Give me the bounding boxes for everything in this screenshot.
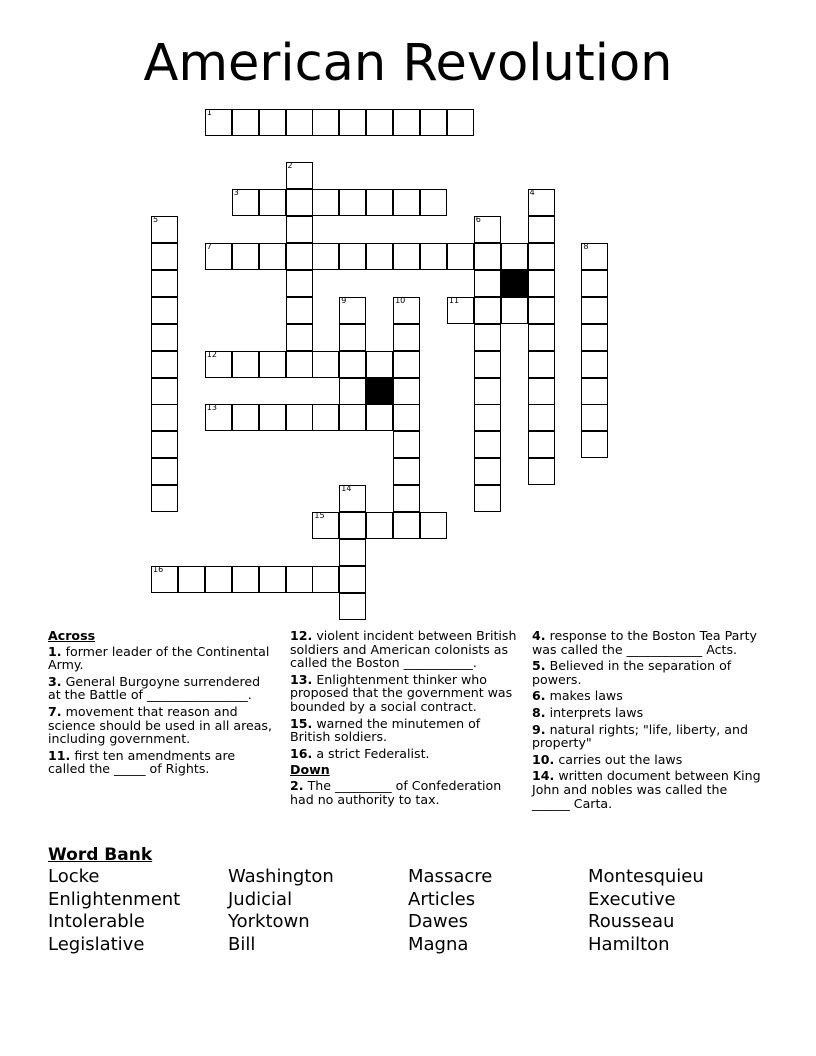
word-bank-item: Intolerable (48, 911, 145, 933)
grid-cell[interactable] (528, 351, 555, 378)
word-bank-title: Word Bank (48, 845, 153, 865)
blocked-cell (366, 378, 393, 405)
clue-text: former leader of the Continental Army. (48, 643, 270, 673)
clue (290, 779, 522, 806)
down-heading: Down (290, 762, 330, 778)
grid-cell[interactable] (581, 351, 608, 378)
grid-cell[interactable] (339, 566, 366, 593)
word-bank-item: Executive (588, 888, 676, 910)
grid-cell[interactable] (474, 431, 501, 458)
grid-cell[interactable] (339, 324, 366, 351)
grid-cell[interactable] (205, 566, 232, 593)
word-bank-item: Judicial (228, 888, 293, 910)
grid-cell[interactable] (151, 270, 178, 297)
clue-number-label: 11. (48, 747, 71, 763)
word-bank-item: Articles (408, 888, 476, 910)
grid-cell[interactable] (447, 297, 474, 324)
grid-cell[interactable] (393, 512, 420, 539)
clue (532, 723, 762, 750)
grid-cell[interactable] (151, 216, 178, 243)
blocked-cell (501, 270, 528, 297)
grid-cell[interactable] (286, 162, 313, 189)
grid-cell[interactable] (474, 404, 501, 431)
grid-cell[interactable] (286, 566, 313, 593)
clue-text: carries out the laws (554, 751, 683, 767)
clue-number-label: 12. (290, 628, 313, 643)
grid-cell[interactable] (581, 404, 608, 431)
clue-text: Enlightenment thinker who proposed that the government was bounded by a social contract. (290, 671, 513, 714)
clues-column-1 (48, 629, 274, 779)
grid-cell[interactable] (420, 109, 447, 136)
clue-number: 8 (583, 242, 589, 251)
word-bank-item: Dawes (408, 911, 469, 933)
clue-text: violent incident between British soldiers and American colonists as called the Boston ___________. (290, 628, 517, 671)
clue-number: 6 (475, 215, 481, 225)
clue-text: The _________ of Confederation had no authority to tax. (290, 777, 502, 807)
grid-cell[interactable] (474, 351, 501, 378)
grid-cell[interactable] (312, 189, 339, 216)
clue-text: Believed in the separation of powers. (532, 658, 732, 687)
grid-cell[interactable] (474, 216, 501, 243)
clue-text: first ten amendments are called the _____ of Rights. (48, 747, 236, 777)
clues-column-3 (532, 629, 762, 813)
grid-cell[interactable] (339, 539, 366, 566)
grid-cell[interactable] (259, 109, 286, 136)
clue-number-label: 13. (290, 671, 313, 687)
clue-number: 16 (153, 564, 164, 574)
grid-cell[interactable] (178, 566, 205, 593)
clue-number: 7 (206, 242, 212, 251)
word-bank-item: Montesquieu (588, 866, 704, 887)
grid-cell[interactable] (366, 351, 393, 378)
clue-number: 1 (206, 107, 212, 117)
grid-cell[interactable] (232, 243, 259, 270)
grid-cell[interactable] (501, 297, 528, 324)
grid-cell[interactable] (528, 378, 555, 405)
grid-cell[interactable] (474, 297, 501, 324)
grid-cell[interactable] (339, 189, 366, 216)
clue-number: 12 (206, 349, 217, 359)
grid-cell[interactable] (151, 458, 178, 485)
grid-cell[interactable] (366, 189, 393, 216)
clue-text: written document between King John and nobles was called the ______ Carta. (532, 768, 761, 811)
grid-cell[interactable] (474, 324, 501, 351)
clue-text: natural rights; "life, liberty, and property" (532, 721, 748, 751)
grid-cell[interactable] (393, 189, 420, 216)
grid-cell[interactable] (339, 378, 366, 405)
grid-cell[interactable] (393, 109, 420, 136)
clue-number: 9 (341, 295, 347, 305)
word-bank-item: Magna (408, 934, 469, 956)
grid-cell[interactable] (393, 458, 420, 485)
grid-cell[interactable] (151, 378, 178, 405)
clue-number: 5 (153, 215, 159, 225)
clue-text: makes laws (545, 688, 623, 704)
word-bank-item: Enlightenment (48, 888, 181, 910)
grid-cell[interactable] (151, 485, 178, 512)
across-heading: Across (48, 628, 96, 643)
clue-number-label: 2. (290, 777, 304, 793)
clue-text: a strict Federalist. (312, 745, 430, 761)
grid-cell[interactable] (339, 593, 366, 620)
clue-text: interprets laws (545, 704, 644, 720)
grid-cell[interactable] (151, 431, 178, 458)
clue-number: 13 (206, 403, 217, 413)
grid-cell[interactable] (286, 216, 313, 243)
puzzle-title: American Revolution (143, 34, 673, 93)
grid-cell[interactable] (474, 270, 501, 297)
clue (532, 706, 762, 720)
clue (290, 717, 522, 744)
grid-cell[interactable] (205, 109, 232, 136)
clue-text: movement that reason and science should be used in all areas, including government. (48, 703, 273, 747)
grid-cell[interactable] (393, 378, 420, 405)
grid-cell[interactable] (393, 297, 420, 324)
grid-cell[interactable] (286, 351, 313, 378)
grid-cell[interactable] (312, 512, 339, 539)
grid-cell[interactable] (312, 109, 339, 136)
grid-cell[interactable] (259, 404, 286, 431)
clue-number-label: 14. (532, 768, 555, 784)
clue-number-label: 4. (532, 628, 546, 643)
grid-cell[interactable] (447, 109, 474, 136)
grid-cell[interactable] (259, 566, 286, 593)
grid-cell[interactable] (339, 297, 366, 324)
grid-cell[interactable] (581, 243, 608, 270)
clue (290, 747, 522, 761)
clue-number-label: 10. (532, 751, 555, 767)
grid-cell[interactable] (474, 243, 501, 270)
clue-number-label: 8. (532, 704, 546, 720)
grid-cell[interactable] (339, 243, 366, 270)
grid-cell[interactable] (393, 404, 420, 431)
grid-cell[interactable] (366, 109, 393, 136)
clue (48, 705, 274, 746)
clue-number-label: 16. (290, 745, 313, 761)
grid-cell[interactable] (151, 351, 178, 378)
grid-cell[interactable] (339, 404, 366, 431)
grid-cell[interactable] (286, 324, 313, 351)
clue-number: 3 (233, 188, 239, 198)
grid-cell[interactable] (366, 404, 393, 431)
grid-cell[interactable] (312, 243, 339, 270)
grid-cell[interactable] (447, 243, 474, 270)
clue (48, 749, 274, 776)
clue-number-label: 7. (48, 703, 62, 719)
clue-number-label: 5. (532, 658, 546, 674)
grid-cell[interactable] (232, 404, 259, 431)
grid-cell[interactable] (420, 189, 447, 216)
clue-number: 2 (287, 161, 293, 171)
grid-cell[interactable] (528, 458, 555, 485)
clue (532, 769, 762, 810)
grid-cell[interactable] (151, 566, 178, 593)
grid-cell[interactable] (232, 351, 259, 378)
grid-cell[interactable] (501, 243, 528, 270)
grid-cell[interactable] (205, 243, 232, 270)
clue-number-label: 3. (48, 673, 62, 689)
clue-text: General Burgoyne surrendered at the Battle of ________________. (48, 673, 261, 703)
clue-number: 10 (395, 295, 406, 305)
grid-cell[interactable] (581, 297, 608, 324)
grid-cell[interactable] (286, 243, 313, 270)
grid-cell[interactable] (528, 297, 555, 324)
grid-cell[interactable] (259, 351, 286, 378)
word-bank-item: Locke (48, 866, 100, 887)
grid-cell[interactable] (151, 243, 178, 270)
clue (532, 659, 762, 686)
clue (290, 629, 522, 670)
grid-cell[interactable] (420, 243, 447, 270)
grid-cell[interactable] (259, 243, 286, 270)
grid-cell[interactable] (528, 216, 555, 243)
grid-cell[interactable] (312, 404, 339, 431)
grid-cell[interactable] (528, 243, 555, 270)
word-bank-item: Massacre (408, 866, 493, 887)
grid-cell[interactable] (339, 109, 366, 136)
word-bank-item: Bill (228, 934, 256, 956)
grid-cell[interactable] (232, 189, 259, 216)
grid-cell[interactable] (393, 431, 420, 458)
grid-cell[interactable] (339, 512, 366, 539)
grid-cell[interactable] (393, 485, 420, 512)
grid-cell[interactable] (393, 351, 420, 378)
grid-cell[interactable] (286, 270, 313, 297)
grid-cell[interactable] (151, 297, 178, 324)
grid-cell[interactable] (339, 485, 366, 512)
grid-cell[interactable] (528, 270, 555, 297)
grid-cell[interactable] (474, 458, 501, 485)
clue (532, 753, 762, 767)
clue-number: 15 (314, 511, 325, 520)
clues-column-2 (290, 629, 522, 809)
clue-number-label: 6. (532, 688, 546, 704)
grid-cell[interactable] (259, 189, 286, 216)
clue-number-label: 9. (532, 721, 546, 737)
clue (532, 629, 762, 656)
word-bank-item: Washington (228, 866, 334, 887)
grid-cell[interactable] (474, 485, 501, 512)
grid-cell[interactable] (420, 512, 447, 539)
clue-text: response to the Boston Tea Party was called the ____________ Acts. (532, 628, 757, 657)
word-bank-item: Rousseau (588, 911, 675, 933)
grid-cell[interactable] (393, 243, 420, 270)
grid-cell[interactable] (286, 189, 313, 216)
clue-number: 11 (448, 295, 460, 305)
grid-cell[interactable] (232, 109, 259, 136)
grid-cell[interactable] (366, 243, 393, 270)
word-bank-item: Yorktown (228, 911, 310, 933)
clue (48, 675, 274, 702)
grid-cell[interactable] (339, 351, 366, 378)
grid-cell[interactable] (151, 324, 178, 351)
word-bank-item: Hamilton (588, 934, 670, 956)
clue-number-label: 1. (48, 643, 62, 659)
clue (532, 689, 762, 703)
clue-text: warned the minutemen of British soldiers. (290, 715, 481, 745)
clue-number: 14 (341, 484, 352, 494)
grid-cell[interactable] (528, 404, 555, 431)
grid-cell[interactable] (232, 566, 259, 593)
grid-cell[interactable] (286, 109, 313, 136)
grid-cell[interactable] (151, 404, 178, 431)
clue (48, 645, 274, 672)
grid-cell[interactable] (286, 297, 313, 324)
grid-cell[interactable] (286, 404, 313, 431)
grid-cell[interactable] (581, 324, 608, 351)
clue-number: 4 (529, 188, 535, 198)
grid-cell[interactable] (205, 404, 232, 431)
grid-cell[interactable] (581, 378, 608, 405)
grid-cell[interactable] (474, 378, 501, 405)
grid-cell[interactable] (312, 566, 339, 593)
grid-cell[interactable] (581, 270, 608, 297)
word-bank-item: Legislative (48, 934, 145, 956)
clue-number-label: 15. (290, 715, 313, 731)
grid-cell[interactable] (205, 351, 232, 378)
grid-cell[interactable] (393, 324, 420, 351)
grid-cell[interactable] (312, 351, 339, 378)
grid-cell[interactable] (528, 189, 555, 216)
grid-cell[interactable] (366, 512, 393, 539)
grid-cell[interactable] (528, 324, 555, 351)
grid-cell[interactable] (528, 431, 555, 458)
grid-cell[interactable] (581, 431, 608, 458)
clue (290, 673, 522, 714)
